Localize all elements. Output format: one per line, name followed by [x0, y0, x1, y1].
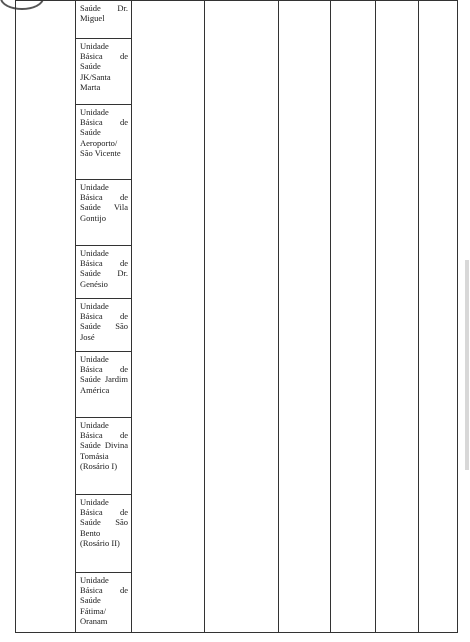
empty-column-cell	[376, 1, 419, 633]
unit-name-cell: Unidade Básica de Saúde JK/Santa Marta	[76, 39, 132, 105]
unit-name-cell: Unidade Básica de Saúde Aeroporto/ São Vicente	[76, 105, 132, 180]
unit-name-cell: Unidade Básica de Saúde Divina Tomásia (Rosário I)	[76, 418, 132, 495]
merged-first-column-cell	[16, 1, 76, 633]
unit-name-cell: Saúde Dr. Miguel	[76, 1, 132, 39]
empty-column-cell	[279, 1, 331, 633]
unit-name-cell: Unidade Básica de Saúde São José	[76, 299, 132, 352]
unit-name-cell: Unidade Básica de Saúde Dr. Genésio	[76, 246, 132, 299]
unit-name-cell: Unidade Básica de Saúde Fátima/ Oranam	[76, 573, 132, 633]
scan-edge-mark	[465, 260, 469, 470]
empty-column-cell	[132, 1, 205, 633]
units-table	[15, 0, 458, 633]
empty-column-cell	[331, 1, 376, 633]
unit-name-cell: Unidade Básica de Saúde Vila Gontijo	[76, 180, 132, 246]
table-row	[16, 1, 458, 39]
empty-column-cell	[419, 1, 458, 633]
unit-name-cell: Unidade Básica de Saúde São Bento (Rosário II)	[76, 495, 132, 573]
unit-name-cell: Unidade Básica de Saúde Jardim América	[76, 352, 132, 418]
empty-column-cell	[205, 1, 279, 633]
